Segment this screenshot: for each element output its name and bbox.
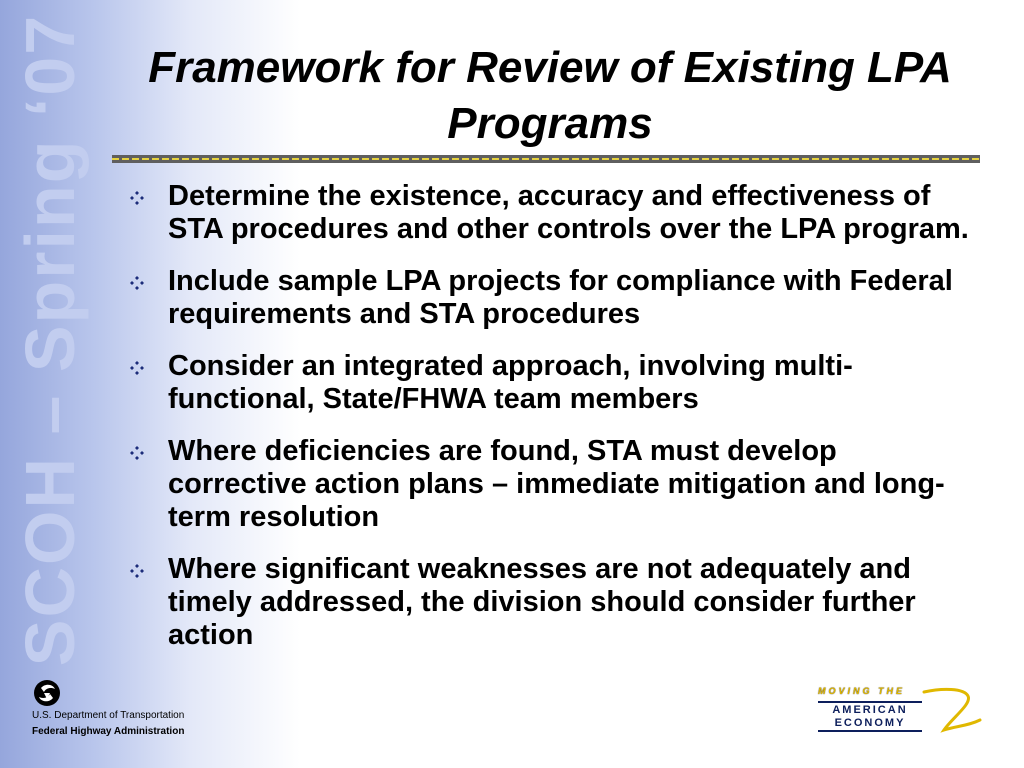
bullet-list (130, 180, 980, 671)
title-divider-dashes (112, 158, 980, 160)
moving-the-american-economy-logo (818, 686, 983, 738)
four-diamond-bullet-icon (130, 564, 144, 578)
swoosh-icon (922, 686, 982, 738)
four-diamond-bullet-icon (130, 191, 144, 205)
bullet-item (130, 265, 980, 331)
dot-logo-icon (33, 679, 61, 707)
title-divider (112, 155, 980, 163)
bullet-item (130, 435, 980, 534)
four-diamond-bullet-icon (130, 276, 144, 290)
mae-tagline-top: MOVING THE (818, 686, 906, 696)
bullet-text: Determine the existence, accuracy and effectiveness of STA procedures and other controls over the LPA program. (168, 180, 969, 245)
bullet-text: Consider an integrated approach, involving multi-functional, State/FHWA team members (168, 350, 853, 415)
sidebar-watermark-text: SCOH – Spring ‘07 (11, 13, 89, 667)
bullet-text: Include sample LPA projects for compliance with Federal requirements and STA procedures (168, 265, 953, 330)
bullet-text: Where significant weaknesses are not adequately and timely addressed, the division should consider further action (168, 553, 916, 651)
bullet-item (130, 553, 980, 652)
bullet-text: Where deficiencies are found, STA must develop corrective action plans – immediate mitigation and long-term resolution (168, 435, 945, 533)
four-diamond-bullet-icon (130, 361, 144, 375)
dot-agency-line: U.S. Department of Transportation (32, 710, 185, 721)
fhwa-agency-line: Federal Highway Administration (32, 726, 185, 737)
four-diamond-bullet-icon (130, 446, 144, 460)
mae-tagline-bottom: ECONOMY (818, 717, 922, 732)
slide-title: Framework for Review of Existing LPA Programs (148, 43, 952, 148)
bullet-item (130, 350, 980, 416)
bullet-item (130, 180, 980, 246)
mae-tagline-middle: AMERICAN (818, 701, 922, 716)
